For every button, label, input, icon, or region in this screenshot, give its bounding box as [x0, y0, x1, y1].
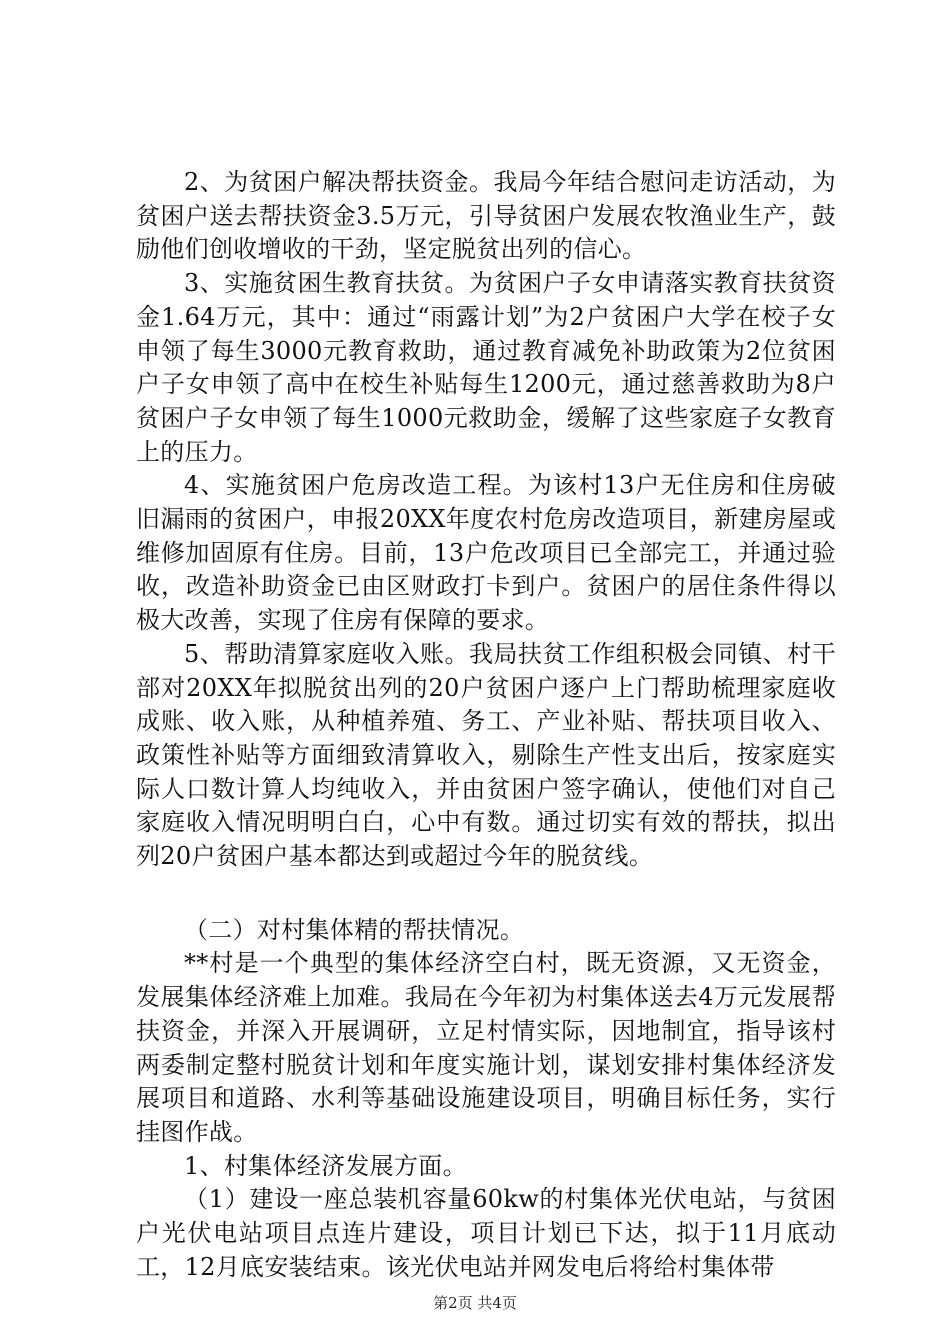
page-number-footer: 第2页 共4页 — [433, 1294, 517, 1312]
paragraph-item-5-income: 5、帮助清算家庭收入账。我局扶贫工作组积极会同镇、村干部对20XX年拟脱贫出列的20户贫困户逐户上门帮助梳理家庭收成账、收入账，从种植养殖、务工、产业补贴、帮扶项目收入、政策性补贴等方面细致清算收入，剔除生产性支出后，按家庭实际人口数计算人均纯收入，并由贫困户签字确认，使他们对自己家庭收入情况明明白白，心中有数。通过切实有效的帮扶，拟出列20户贫困户基本都达到或超过今年的脱贫线。 — [136, 639, 836, 871]
section-heading-collective: （二）对村集体精的帮扶情况。 — [184, 915, 525, 944]
paragraph-collective-overview: **村是一个典型的集体经济空白村，既无资源，又无资金，发展集体经济难上加难。我局在今年初为村集体送去4万元发展帮扶资金，并深入开展调研，立足村情实际，因地制宜，指导该村两委制定整村脱贫计划和年度实施计划，谋划安排村集体经济发展项目和道路、水利等基础设施建设项目，明确目标任务，实行挂图作战。 — [136, 949, 836, 1146]
paragraph-item-3-education: 3、实施贫困生教育扶贫。为贫困户子女申请落实教育扶贫资金1.64万元，其中：通过“雨露计划”为2户贫困户大学在校子女申领了每生3000元教育救助，通过教育减免补助政策为2位贫困户子女申领了高中在校生补贴每生1200元，通过慈善救助为8户贫困户子女申领了每生1000元救助金，缓解了这些家庭子女教育上的压力。 — [136, 269, 836, 466]
paragraph-item-4-housing: 4、实施贫困户危房改造工程。为该村13户无住房和住房破旧漏雨的贫困户，申报20XX年度农村危房改造项目，新建房屋或维修加固原有住房。目前，13户危改项目已全部完工，并通过验收，改造补助资金已由区财政打卡到户。贫困户的居住条件得以极大改善，实现了住房有保障的要求。 — [136, 471, 836, 635]
section-gap — [136, 874, 836, 914]
document-body — [136, 166, 836, 1285]
subheading-economic-development: 1、村集体经济发展方面。 — [184, 1151, 467, 1180]
paragraph-solar-station: （1）建设一座总装机容量60kw的村集体光伏电站，与贫困户光伏电站项目点连片建设，项目计划已下达，拟于11月底动工，12月底安装结束。该光伏电站并网发电后将给村集体带 — [136, 1185, 836, 1281]
paragraph-item-2-funds: 2、为贫困户解决帮扶资金。我局今年结合慰问走访活动，为贫困户送去帮扶资金3.5万元，引导贫困户发展农牧渔业生产，鼓励他们创收增收的干劲，坚定脱贫出列的信心。 — [136, 168, 836, 264]
